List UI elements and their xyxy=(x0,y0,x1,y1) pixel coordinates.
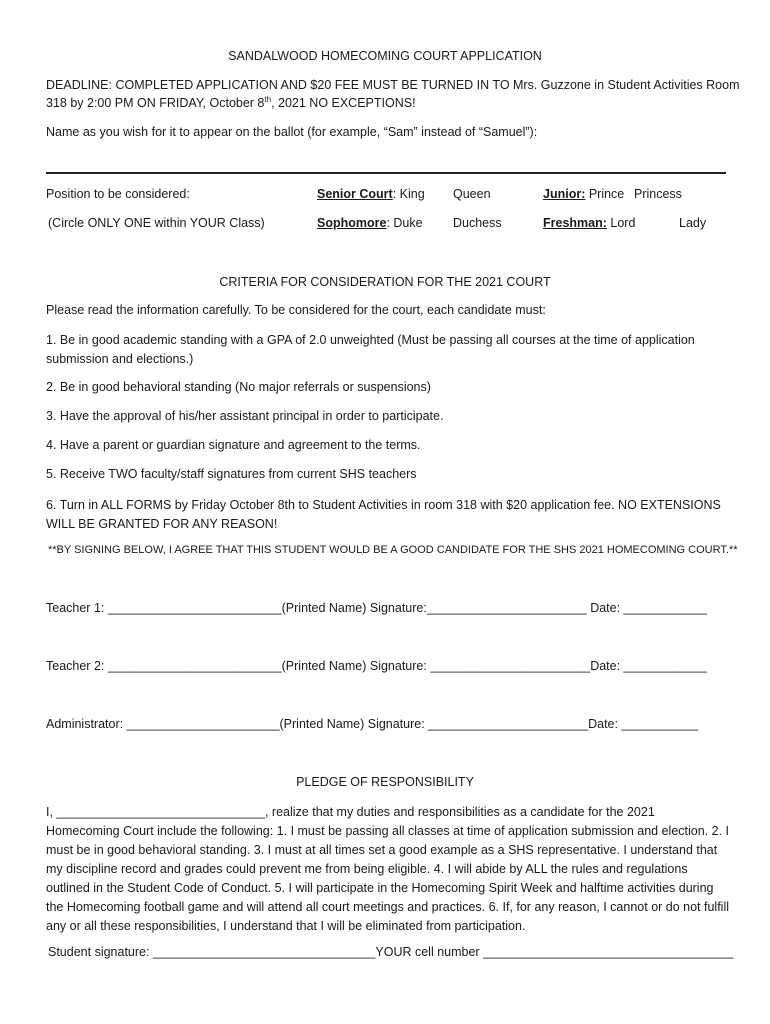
deadline-line-1: DEADLINE: COMPLETED APPLICATION AND $20 FEE MUST BE TURNED IN TO Mrs. Guzzone in Student Activities Room xyxy=(46,78,740,92)
option-duchess[interactable]: Duchess xyxy=(453,216,502,230)
criteria-item-5: 5. Receive TWO faculty/staff signatures from current SHS teachers xyxy=(46,467,417,481)
ballot-name-prompt: Name as you wish for it to appear on the ballot (for example, “Sam” instead of “Samuel”): xyxy=(46,125,538,139)
student-signature-line[interactable]: Student signature: ________________________________YOUR cell number ____________________________________ xyxy=(48,945,734,959)
deadline-line-2 xyxy=(46,96,416,110)
deadline-date-suffix: th xyxy=(264,94,272,104)
option-princess[interactable]: Princess xyxy=(634,187,682,201)
criteria-heading: CRITERIA FOR CONSIDERATION FOR THE 2021 COURT xyxy=(219,275,551,289)
pledge-heading: PLEDGE OF RESPONSIBILITY xyxy=(296,775,474,789)
freshman-option[interactable] xyxy=(543,216,635,230)
option-lord[interactable]: Lord xyxy=(606,216,636,230)
agreement-statement: **BY SIGNING BELOW, I AGREE THAT THIS STUDENT WOULD BE A GOOD CANDIDATE FOR THE SHS 2021 HOMECOMING COURT.** xyxy=(48,544,738,556)
criteria-item-3: 3. Have the approval of his/her assistant principal in order to participate. xyxy=(46,409,444,423)
form-title: SANDALWOOD HOMECOMING COURT APPLICATION xyxy=(228,49,542,63)
position-sublabel: (Circle ONLY ONE within YOUR Class) xyxy=(48,216,265,230)
junior-label: Junior: xyxy=(543,187,586,201)
senior-court-label: Senior Court xyxy=(317,187,393,201)
criteria-intro: Please read the information carefully. To be considered for the court, each candidate must: xyxy=(46,303,546,317)
junior-option[interactable] xyxy=(543,187,624,201)
option-duke[interactable]: : Duke xyxy=(386,216,423,230)
teacher-1-signature-line[interactable]: Teacher 1: _________________________(Printed Name) Signature:_______________________ Date: ____________ xyxy=(46,601,707,615)
sophomore-option[interactable] xyxy=(317,216,423,230)
ballot-name-line[interactable] xyxy=(46,172,726,174)
option-queen[interactable]: Queen xyxy=(453,187,491,201)
administrator-signature-line[interactable]: Administrator: ______________________(Printed Name) Signature: _______________________Date: ___________ xyxy=(46,717,698,731)
criteria-item-6: 6. Turn in ALL FORMS by Friday October 8th to Student Activities in room 318 with $20 application fee. NO EXTENSIONS WILL BE GRANTED FOR ANY REASON! xyxy=(46,498,721,531)
option-prince[interactable]: Prince xyxy=(585,187,625,201)
deadline-date-text: 318 by 2:00 PM ON FRIDAY, October 8 xyxy=(46,96,265,110)
deadline-tail-text: , 2021 NO EXCEPTIONS! xyxy=(271,96,416,110)
option-king[interactable]: : King xyxy=(392,187,425,201)
sophomore-label: Sophomore xyxy=(317,216,387,230)
position-label: Position to be considered: xyxy=(46,187,190,201)
criteria-item-2: 2. Be in good behavioral standing (No major referrals or suspensions) xyxy=(46,380,431,394)
pledge-body: I, ______________________________, realize that my duties and responsibilities as a candidate for the 2021 Homecoming Court include the following: 1. I must be passing all classes at time of application submission and election. 2. I must be in good behavioral standing. 3. I must at all times set a good example as a SHS representative. I understand that my discipline record and grades could prevent me from being eligible. 4. I will abide by ALL the rules and regulations outlined in the Student Code of Conduct. 5. I will participate in the Homecoming Spirit Week and halftime activities during the Homecoming football game and will attend all court meetings and practices. 6. If, for any reason, I cannot or do not fulfill any or all these responsibilities, I understand that I will be eliminated from participation. xyxy=(46,805,730,933)
criteria-item-4: 4. Have a parent or guardian signature and agreement to the terms. xyxy=(46,438,421,452)
criteria-item-1: 1. Be in good academic standing with a GPA of 2.0 unweighted (Must be passing all courses at the time of application submission and elections.) xyxy=(46,333,695,366)
freshman-label: Freshman: xyxy=(543,216,607,230)
option-lady[interactable]: Lady xyxy=(679,216,707,230)
teacher-2-signature-line[interactable]: Teacher 2: _________________________(Printed Name) Signature: _______________________Date: ____________ xyxy=(46,659,707,673)
senior-court-option[interactable] xyxy=(317,187,425,201)
